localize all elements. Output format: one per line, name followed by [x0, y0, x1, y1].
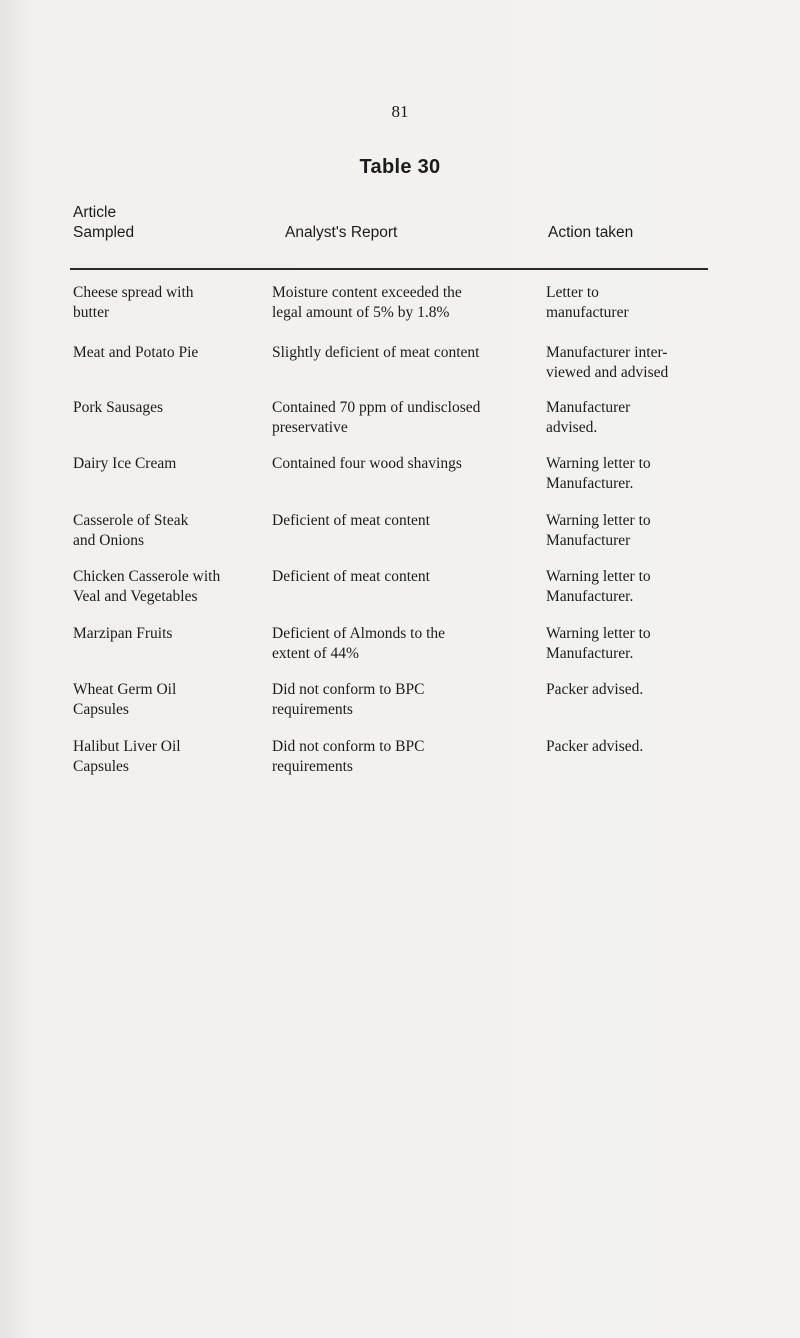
article-cell: Casserole of Steak and Onions	[73, 512, 189, 549]
report-cell: Moisture content exceeded the legal amount of 5% by 1.8%	[272, 284, 462, 321]
article-cell: Cheese spread with butter	[73, 284, 194, 321]
report-cell: Slightly deficient of meat content	[272, 344, 480, 361]
action-cell: Warning letter to Manufacturer.	[546, 568, 651, 605]
article-cell: Halibut Liver Oil Capsules	[73, 738, 181, 775]
report-cell: Deficient of meat content	[272, 512, 430, 529]
article-cell: Pork Sausages	[73, 399, 163, 416]
report-cell: Deficient of meat content	[272, 568, 430, 585]
column-header-action: Action taken	[548, 224, 634, 241]
report-cell: Contained four wood shavings	[272, 455, 462, 472]
table-title: Table 30	[359, 156, 441, 178]
column-header-report: Analyst's Report	[285, 224, 398, 241]
action-cell: Packer advised.	[546, 681, 644, 698]
report-cell: Did not conform to BPC requirements	[272, 738, 425, 775]
action-cell: Packer advised.	[546, 738, 644, 755]
article-cell: Chicken Casserole with Veal and Vegetables	[73, 568, 221, 605]
action-cell: Manufacturer advised.	[546, 399, 631, 436]
article-cell: Dairy Ice Cream	[73, 455, 177, 472]
action-cell: Warning letter to Manufacturer	[546, 512, 651, 549]
column-header-article: Article Sampled	[73, 204, 135, 241]
report-cell: Deficient of Almonds to the extent of 44%	[272, 625, 446, 662]
report-cell: Contained 70 ppm of undisclosed preservative	[272, 399, 481, 436]
action-cell: Warning letter to Manufacturer.	[546, 625, 651, 662]
action-cell: Letter to manufacturer	[546, 284, 629, 321]
article-cell: Marzipan Fruits	[73, 625, 173, 642]
header-rule	[70, 268, 708, 270]
page-number: 81	[391, 102, 409, 121]
report-cell: Did not conform to BPC requirements	[272, 681, 425, 718]
action-cell: Warning letter to Manufacturer.	[546, 455, 651, 492]
article-cell: Wheat Germ Oil Capsules	[73, 681, 177, 718]
article-cell: Meat and Potato Pie	[73, 344, 199, 361]
action-cell: Manufacturer inter- viewed and advised	[546, 344, 669, 381]
